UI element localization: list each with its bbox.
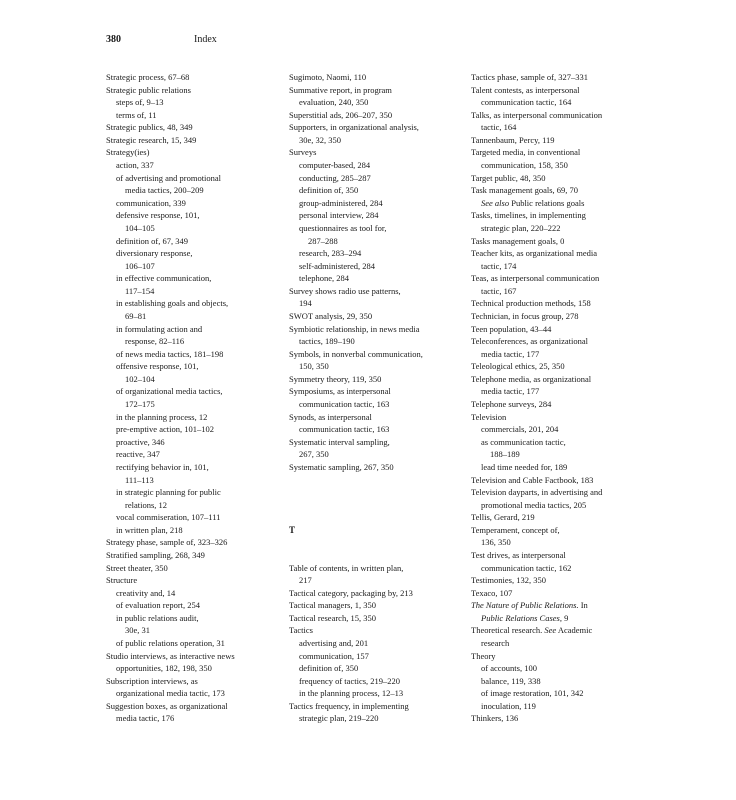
index-subentry: of advertising and promotional xyxy=(116,172,222,183)
index-subentry: balance, 119, 338 xyxy=(481,675,541,686)
index-subentry: communication, 157 xyxy=(299,650,369,661)
index-subentry: 69–81 xyxy=(125,310,147,321)
index-entry: Tasks management goals, 0 xyxy=(471,235,565,246)
index-subentry: communication tactic, 164 xyxy=(481,97,572,108)
index-subentry: communication tactic, 163 xyxy=(299,424,390,435)
index-subentry: advertising and, 201 xyxy=(299,638,369,649)
index-entry: Surveys xyxy=(289,147,317,158)
index-column-1 xyxy=(106,71,284,725)
index-subentry: inoculation, 119 xyxy=(481,700,536,711)
index-subentry: steps of, 9–13 xyxy=(116,97,164,108)
index-subentry: relations, 12 xyxy=(125,499,168,510)
index-subentry: 136, 350 xyxy=(481,537,511,548)
index-subentry: media tactic, 176 xyxy=(116,713,175,724)
index-entry: Tactical managers, 1, 350 xyxy=(289,600,376,611)
index-subentry: pre-emptive action, 101–102 xyxy=(116,424,214,435)
index-entry: Strategic public relations xyxy=(106,84,191,95)
index-entry: Test drives, as interpersonal xyxy=(471,549,566,560)
index-subentry: tactic, 167 xyxy=(481,285,517,296)
index-subentry: as communication tactic, xyxy=(481,436,566,447)
index-subentry: 267, 350 xyxy=(299,449,329,460)
index-entry: Strategic process, 67–68 xyxy=(106,72,190,82)
index-entry: Survey shows radio use patterns, xyxy=(289,285,401,296)
index-subentry: conducting, 285–287 xyxy=(299,172,371,183)
index-subentry: in formulating action and xyxy=(116,323,203,334)
page-header xyxy=(106,34,217,45)
index-subentry: 188–189 xyxy=(490,449,520,460)
index-entry: Theory xyxy=(471,650,496,661)
index-subentry: 117–154 xyxy=(125,285,155,296)
index-subentry: self-administered, 284 xyxy=(299,260,376,271)
index-entry: Table of contents, in written plan, xyxy=(289,562,404,573)
index-subentry: lead time needed for, 189 xyxy=(481,461,568,472)
spacer xyxy=(289,511,467,524)
index-subentry: 30e, 31 xyxy=(125,625,151,636)
index-entry: Tactical category, packaging by, 213 xyxy=(289,587,413,598)
index-subentry: in effective communication, xyxy=(116,273,212,284)
index-entry: Theoretical research. See Academic xyxy=(471,625,593,636)
index-entry: Technician, in focus group, 278 xyxy=(471,310,579,321)
index-entry: Tellis, Gerard, 219 xyxy=(471,512,535,523)
index-subentry: 104–105 xyxy=(125,222,155,233)
index-subentry: communication, 158, 350 xyxy=(481,160,568,171)
index-entry: Teas, as interpersonal communication xyxy=(471,273,600,284)
index-entry: Tactics frequency, in implementing xyxy=(289,700,409,711)
index-entry: Strategy phase, sample of, 323–326 xyxy=(106,537,228,548)
index-subentry: media tactics, 200–209 xyxy=(125,185,204,196)
page-number: 380 xyxy=(106,34,121,45)
index-entry: Symbiotic relationship, in news media xyxy=(289,323,420,334)
index-entry: Thinkers, 136 xyxy=(471,713,519,724)
index-subentry: Public Relations Cases, 9 xyxy=(481,612,569,623)
index-subentry: in establishing goals and objects, xyxy=(116,298,229,309)
index-entry: Telephone surveys, 284 xyxy=(471,399,552,410)
index-subentry: research xyxy=(481,638,510,649)
index-subentry: of evaluation report, 254 xyxy=(116,600,201,611)
index-subentry: action, 337 xyxy=(116,160,154,171)
index-entry: Symmetry theory, 119, 350 xyxy=(289,373,382,384)
index-subentry: of news media tactics, 181–198 xyxy=(116,348,224,359)
index-entry: Teacher kits, as organizational media xyxy=(471,248,597,259)
index-entry: SWOT analysis, 29, 350 xyxy=(289,310,373,321)
index-subentry: organizational media tactic, 173 xyxy=(116,688,225,699)
spacer xyxy=(289,536,467,549)
index-entry: Television and Cable Factbook, 183 xyxy=(471,474,594,485)
index-entry: Superstitial ads, 206–207, 350 xyxy=(289,109,393,120)
index-subentry: creativity and, 14 xyxy=(116,587,176,598)
index-entry: Technical production methods, 158 xyxy=(471,298,591,309)
index-subentry: promotional media tactics, 205 xyxy=(481,499,587,510)
index-entry: Strategy(ies) xyxy=(106,147,150,158)
index-entry: Studio interviews, as interactive news xyxy=(106,650,235,661)
index-subentry: See also Public relations goals xyxy=(481,197,585,208)
index-column-2 xyxy=(289,71,467,725)
index-subentry: strategic plan, 219–220 xyxy=(299,713,379,724)
index-subentry: definition of, 350 xyxy=(299,663,359,674)
index-entry: Teleconferences, as organizational xyxy=(471,336,589,347)
index-subentry: terms of, 11 xyxy=(116,109,157,120)
index-subentry: 30e, 32, 350 xyxy=(299,134,342,145)
index-subentry: evaluation, 240, 350 xyxy=(299,97,369,108)
index-subentry: media tactic, 177 xyxy=(481,348,540,359)
index-subentry: opportunities, 182, 198, 350 xyxy=(116,663,212,674)
index-entry: Subscription interviews, as xyxy=(106,675,198,686)
index-entry: Targeted media, in conventional xyxy=(471,147,581,158)
index-entry: Talks, as interpersonal communication xyxy=(471,109,603,120)
index-subentry: response, 82–116 xyxy=(125,336,185,347)
section-letter: T xyxy=(289,524,296,535)
index-subentry: tactics, 189–190 xyxy=(299,336,355,347)
index-entry: Task management goals, 69, 70 xyxy=(471,185,579,196)
index-entry: Symbols, in nonverbal communication, xyxy=(289,348,423,359)
index-subentry: proactive, 346 xyxy=(116,436,165,447)
index-subentry: strategic plan, 220–222 xyxy=(481,222,561,233)
index-entry: Teleological ethics, 25, 350 xyxy=(471,361,565,372)
index-subentry: 150, 350 xyxy=(299,361,329,372)
spacer xyxy=(289,486,467,499)
index-entry: Street theater, 350 xyxy=(106,562,168,573)
index-entry: Temperament, concept of, xyxy=(471,524,560,535)
index-entry: The Nature of Public Relations. In xyxy=(471,600,588,611)
index-subentry: questionnaires as tool for, xyxy=(299,222,387,233)
index-subentry: definition of, 350 xyxy=(299,185,359,196)
index-entry: Synods, as interpersonal xyxy=(289,411,372,422)
index-subentry: research, 283–294 xyxy=(299,248,362,259)
index-subentry: tactic, 164 xyxy=(481,122,517,133)
index-subentry: 194 xyxy=(299,298,312,309)
index-subentry: in the planning process, 12–13 xyxy=(299,688,404,699)
index-subentry: defensive response, 101, xyxy=(116,210,200,221)
index-subentry: communication, 339 xyxy=(116,197,186,208)
spacer xyxy=(289,474,467,487)
index-subentry: rectifying behavior in, 101, xyxy=(116,461,209,472)
index-entry: Systematic interval sampling, xyxy=(289,436,390,447)
index-subentry: of public relations operation, 31 xyxy=(116,638,225,649)
index-subentry: telephone, 284 xyxy=(299,273,350,284)
index-subentry: frequency of tactics, 219–220 xyxy=(299,675,401,686)
index-entry: Tasks, timelines, in implementing xyxy=(471,210,586,221)
index-entry: Symposiums, as interpersonal xyxy=(289,386,391,397)
index-subentry: in public relations audit, xyxy=(116,612,199,623)
index-column-3 xyxy=(471,71,649,725)
index-entry: Teen population, 43–44 xyxy=(471,323,552,334)
index-subentry: 287–288 xyxy=(308,235,338,246)
index-subentry: of accounts, 100 xyxy=(481,663,537,674)
index-entry: Target public, 48, 350 xyxy=(471,172,546,183)
index-subentry: offensive response, 101, xyxy=(116,361,199,372)
running-title: Index xyxy=(194,34,217,45)
index-entry: Tactical research, 15, 350 xyxy=(289,612,376,623)
index-subentry: media tactic, 177 xyxy=(481,386,540,397)
index-subentry: 102–104 xyxy=(125,373,155,384)
index-subentry: 111–113 xyxy=(125,474,154,485)
index-subentry: tactic, 174 xyxy=(481,260,517,271)
index-subentry: communication tactic, 162 xyxy=(481,562,572,573)
index-subentry: of organizational media tactics, xyxy=(116,386,223,397)
index-subentry: computer-based, 284 xyxy=(299,160,371,171)
index-subentry: vocal commiseration, 107–111 xyxy=(116,512,221,523)
index-entry: Suggestion boxes, as organizational xyxy=(106,700,228,711)
index-entry: Summative report, in program xyxy=(289,84,392,95)
index-subentry: reactive, 347 xyxy=(116,449,160,460)
spacer xyxy=(289,549,467,562)
index-subentry: group-administered, 284 xyxy=(299,197,383,208)
index-entry: Systematic sampling, 267, 350 xyxy=(289,461,394,472)
index-subentry: 172–175 xyxy=(125,399,155,410)
index-entry: Telephone media, as organizational xyxy=(471,373,592,384)
index-subentry: definition of, 67, 349 xyxy=(116,235,189,246)
index-entry: Sugimoto, Naomi, 110 xyxy=(289,72,367,82)
index-subentry: 217 xyxy=(299,575,312,586)
index-entry: Television dayparts, in advertising and xyxy=(471,487,603,498)
index-entry: Structure xyxy=(106,575,138,586)
index-entry: Tannenbaum, Percy, 119 xyxy=(471,134,555,145)
index-subentry: 106–107 xyxy=(125,260,155,271)
index-entry: Testimonies, 132, 350 xyxy=(471,575,546,586)
index-entry: Tactics phase, sample of, 327–331 xyxy=(471,72,588,82)
index-entry: Strategic publics, 48, 349 xyxy=(106,122,193,133)
index-entry: Talent contests, as interpersonal xyxy=(471,84,580,95)
index-subentry: diversionary response, xyxy=(116,248,193,259)
index-subentry: communication tactic, 163 xyxy=(299,399,390,410)
index-subentry: in strategic planning for public xyxy=(116,487,221,498)
index-entry: Texaco, 107 xyxy=(471,587,513,598)
index-entry: Stratified sampling, 268, 349 xyxy=(106,549,205,560)
spacer xyxy=(289,499,467,512)
index-subentry: of image restoration, 101, 342 xyxy=(481,688,584,699)
index-entry: Television xyxy=(471,411,507,422)
index-entry: Tactics xyxy=(289,625,313,636)
index-entry: Supporters, in organizational analysis, xyxy=(289,122,419,133)
index-subentry: personal interview, 284 xyxy=(299,210,379,221)
index-subentry: in written plan, 218 xyxy=(116,524,183,535)
index-subentry: in the planning process, 12 xyxy=(116,411,208,422)
index-subentry: commercials, 201, 204 xyxy=(481,424,559,435)
index-entry: Strategic research, 15, 349 xyxy=(106,134,197,145)
